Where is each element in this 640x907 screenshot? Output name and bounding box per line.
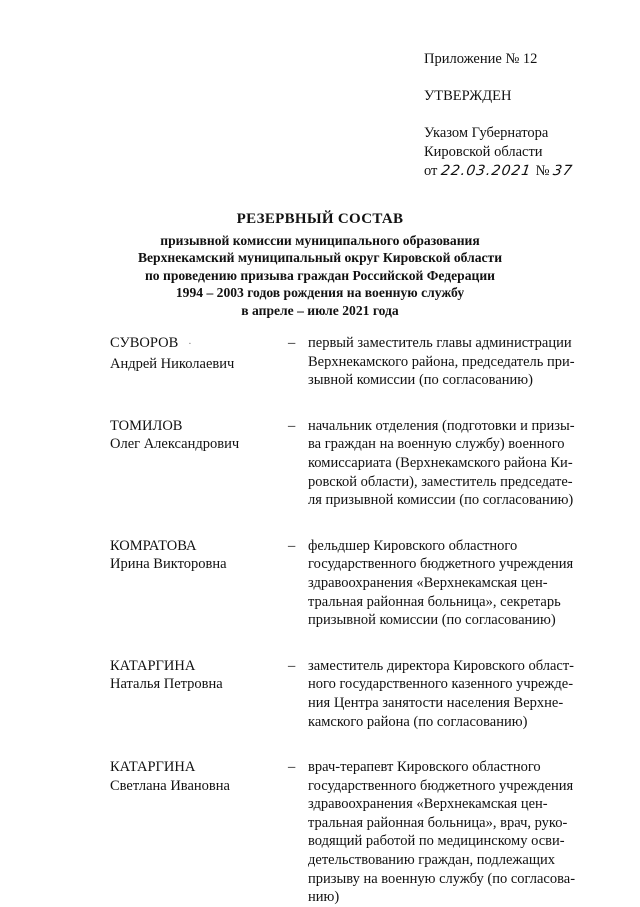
member-row — [110, 417, 590, 510]
role-line: государственного бюджетного учреждения — [308, 777, 574, 794]
role-line: призывной комиссии (по согласованию) — [308, 612, 556, 629]
member-surname: КАТАРГИНА — [110, 759, 196, 776]
role-line: ва граждан на военную службу) военного — [308, 436, 565, 453]
member-role — [308, 537, 590, 630]
role-line: тральная районная больница», врач, руко- — [308, 814, 568, 831]
role-line: здравоохранения «Верхнекамская цен- — [308, 574, 548, 591]
title-line: призывной комиссии муниципального образования — [160, 232, 480, 248]
role-line: водящий работой по медицинскому осви- — [308, 833, 565, 850]
member-surname: КОМРАТОВА — [110, 537, 197, 554]
member-row — [110, 657, 590, 731]
role-line: врач-терапевт Кировского областного — [308, 759, 541, 776]
role-line: ного государственного казенного учрежде- — [308, 676, 574, 693]
approval-header — [424, 50, 624, 181]
role-line: начальник отделения (подготовки и призы- — [308, 417, 575, 434]
role-line: ля призывной комиссии (по согласованию) — [308, 492, 574, 509]
role-line: ровской области), заместитель председате- — [308, 473, 573, 490]
member-row — [110, 758, 590, 907]
title-line: по проведению призыва граждан Российской Федерации — [144, 267, 496, 283]
role-line: детельствованию граждан, подлежащих — [308, 852, 556, 869]
member-dash: – — [288, 537, 296, 554]
role-line: фельдшер Кировского областного — [308, 537, 518, 554]
decree-date-line — [424, 162, 624, 181]
member-name: Ирина Викторовна — [110, 556, 227, 573]
number-sign: № — [535, 163, 550, 179]
member-name: Олег Александрович — [110, 436, 240, 453]
member-person — [110, 758, 288, 907]
member-person — [110, 334, 288, 390]
decree-line-1: Указом Губернатора — [424, 125, 549, 141]
appendix-label: Приложение № 12 — [424, 51, 538, 67]
member-surname: КАТАРГИНА — [110, 657, 196, 674]
approved-label: УТВЕРЖДЕН — [424, 88, 512, 104]
member-surname: ТОМИЛОВ — [110, 417, 183, 434]
title-line: 1994 – 2003 годов рождения на военную службу — [175, 285, 465, 301]
title-main: РЕЗЕРВНЫЙ СОСТАВ — [236, 211, 404, 227]
handwritten-date: 22.03.2021 — [440, 163, 533, 179]
role-line: нию) — [308, 889, 340, 906]
member-role — [308, 334, 590, 390]
document-title — [70, 211, 570, 320]
member-dash: – — [288, 759, 296, 776]
role-line: тральная районная больница», секретарь — [308, 593, 561, 610]
role-line: призыву на военную службу (по согласова- — [308, 870, 576, 887]
member-dash: – — [288, 417, 296, 434]
member-person — [110, 537, 288, 630]
member-name: Наталья Петровна — [110, 676, 223, 693]
member-dash: – — [288, 335, 296, 351]
member-role — [308, 657, 590, 731]
title-line: Верхнекамский муниципальный округ Кировской области — [137, 250, 503, 266]
member-name: Андрей Николаевич — [110, 355, 235, 372]
handwritten-number: 37 — [552, 163, 575, 179]
role-line: заместитель директора Кировского област- — [308, 657, 574, 674]
title-line: в апреле – июле 2021 года — [241, 302, 399, 318]
member-name: Светлана Ивановна — [110, 777, 230, 794]
member-surname: СУВОРОВ · — [110, 335, 192, 351]
member-role — [308, 758, 590, 907]
from-prefix: от — [424, 163, 438, 179]
role-line: ния Центра занятости населения Верхне- — [308, 694, 564, 711]
role-line: комиссариата (Верхнекамского района Ки- — [308, 454, 573, 471]
role-line: первый заместитель главы администрации — [308, 335, 572, 351]
member-dash: – — [288, 657, 296, 674]
member-row — [110, 537, 590, 630]
member-role — [308, 417, 590, 510]
role-line: зывной комиссии (по согласованию) — [308, 372, 533, 389]
role-line: государственного бюджетного учреждения — [308, 556, 574, 573]
member-row — [110, 334, 590, 390]
role-line: здравоохранения «Верхнекамская цен- — [308, 796, 548, 813]
role-line: Верхнекамского района, председатель при- — [308, 353, 575, 370]
decree-line-2: Кировской области — [424, 144, 543, 160]
member-person — [110, 657, 288, 731]
member-person — [110, 417, 288, 510]
members-list — [110, 334, 590, 907]
role-line: камского района (по согласованию) — [308, 713, 528, 730]
